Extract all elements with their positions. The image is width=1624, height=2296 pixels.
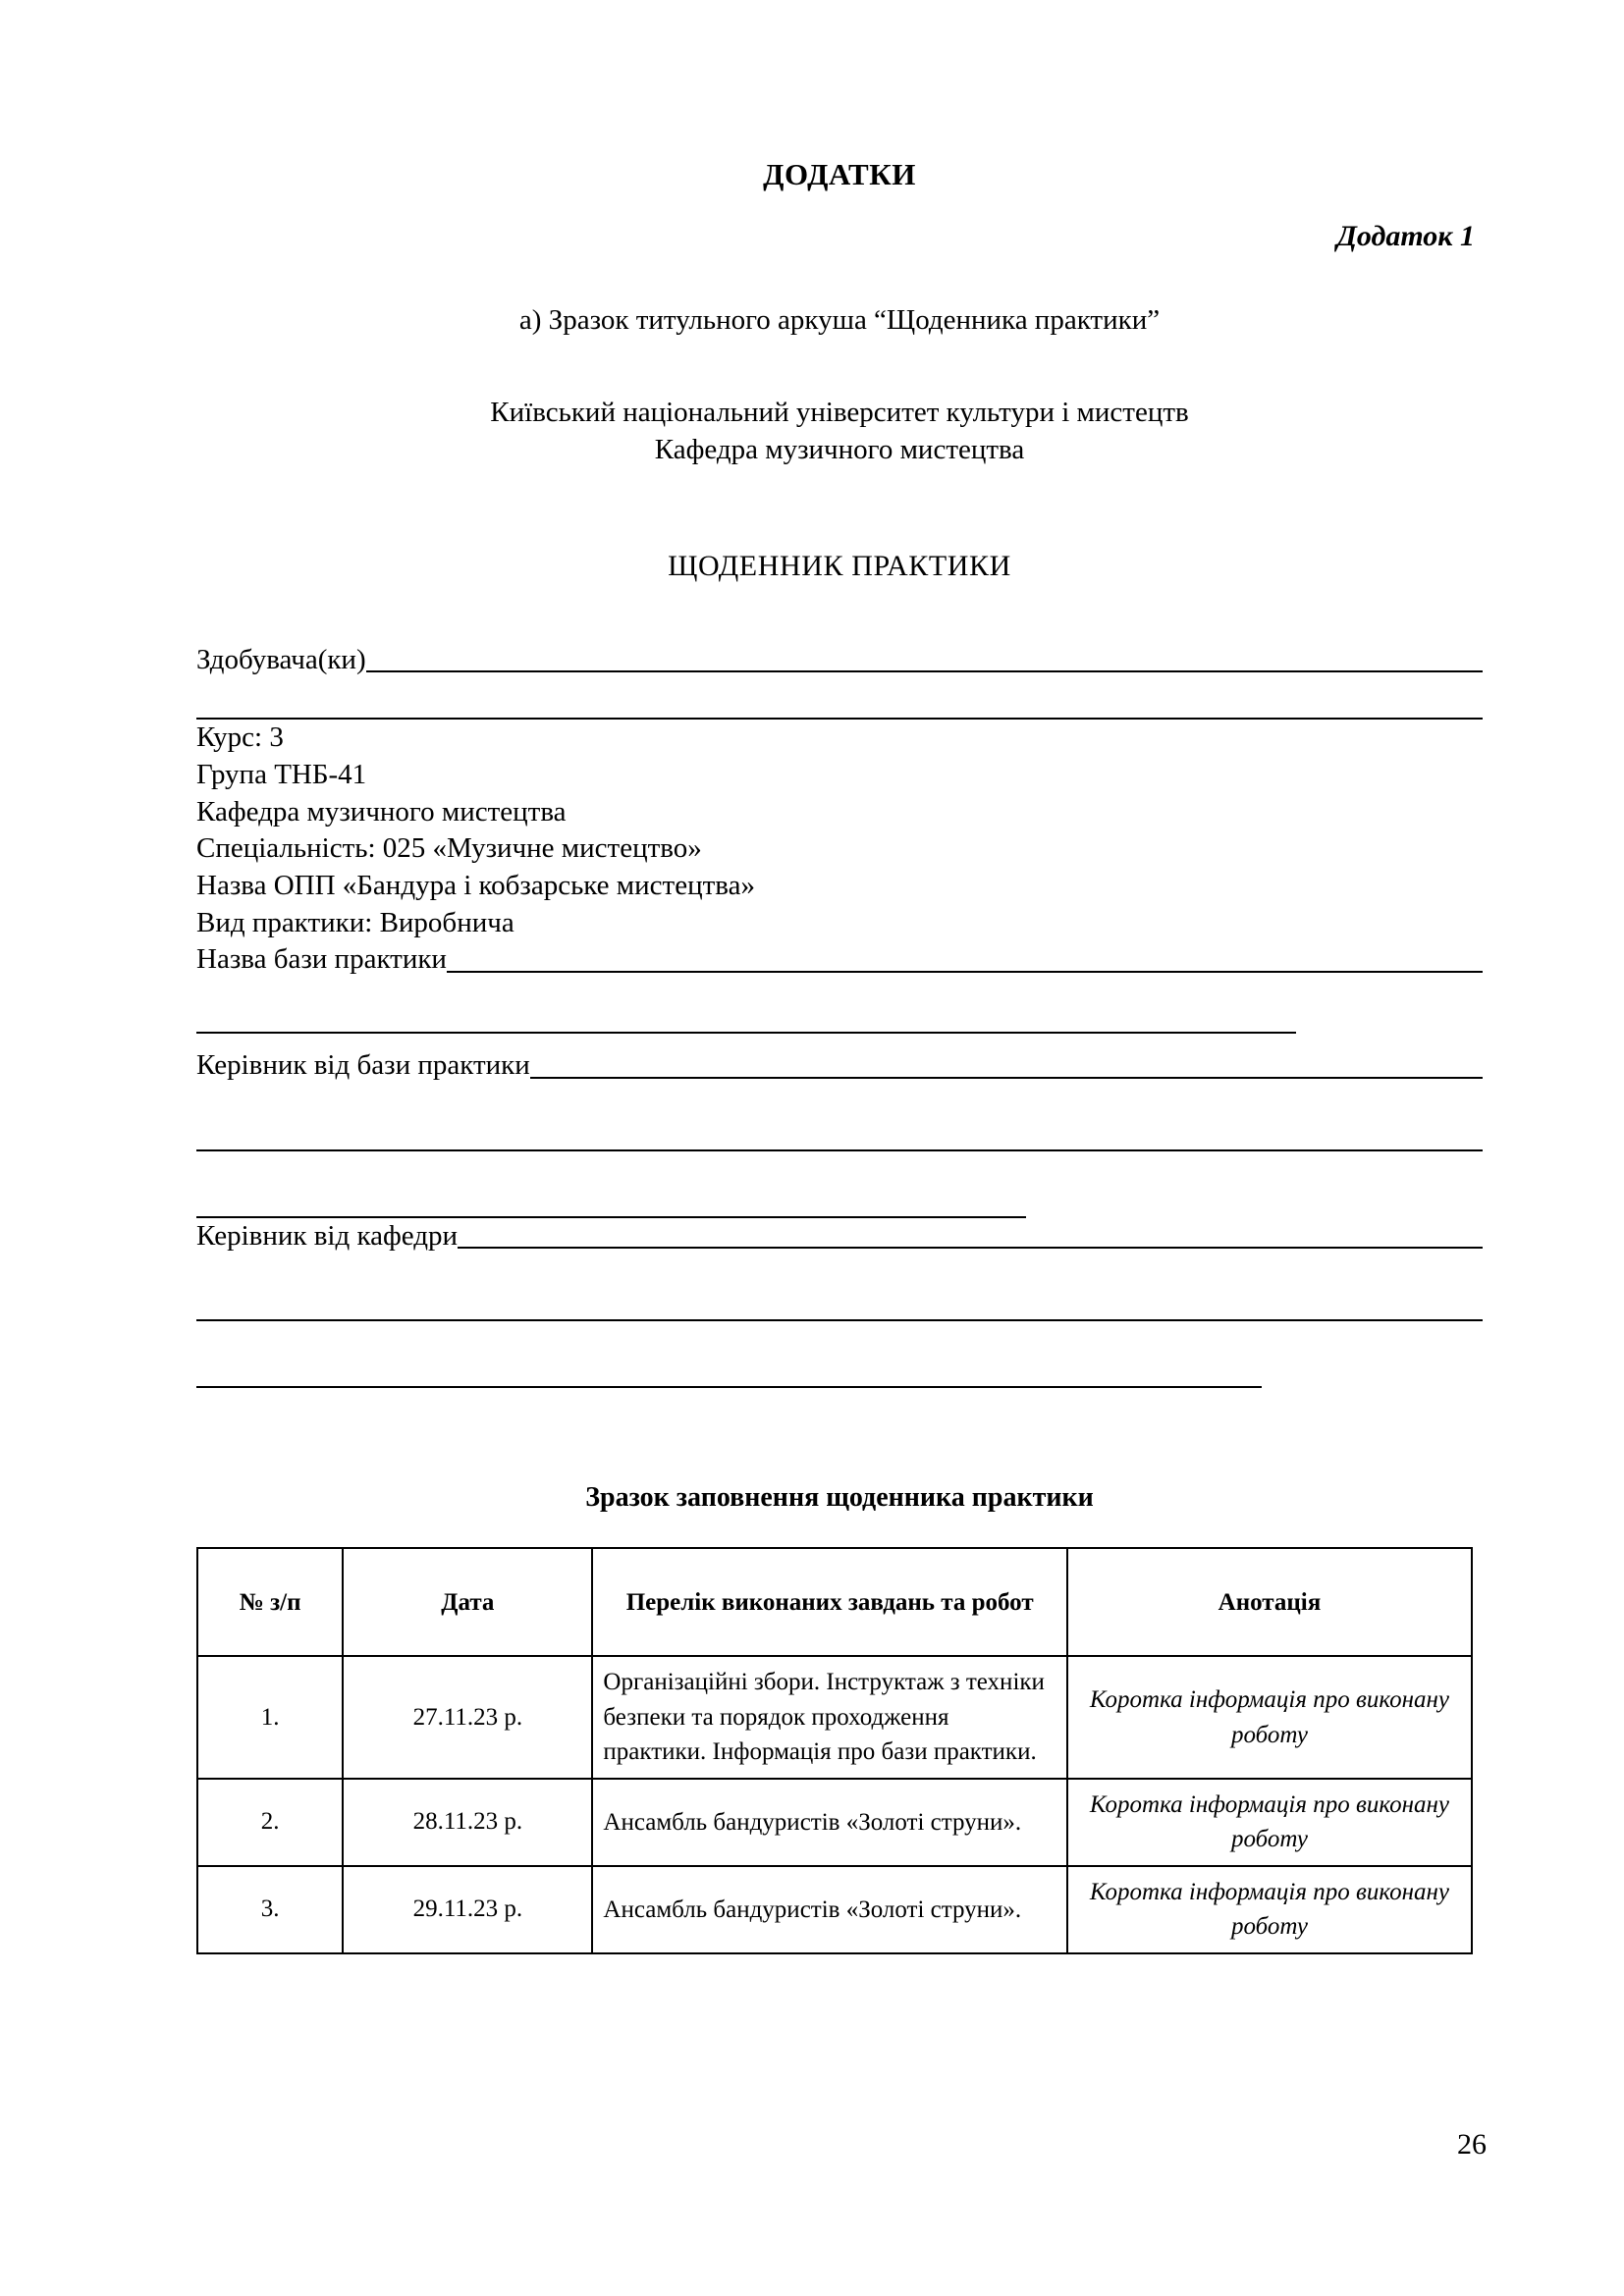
base-supervisor-write-line-2[interactable] [196,1149,1483,1151]
department-supervisor-write-line-2-row[interactable] [196,1280,1483,1321]
spacer [196,1255,1483,1280]
cell-number: 2. [197,1779,343,1866]
spacer [196,1151,1483,1177]
cell-date: 29.11.23 р. [343,1866,592,1953]
column-header-annotation: Анотація [1067,1548,1472,1656]
practice-type-line: Вид практики: Виробнича [196,906,514,938]
student-field[interactable] [196,642,1483,679]
student-label: Здобувача(ки) [196,643,366,675]
base-label: Назва бази практики [196,943,447,976]
diary-sample-table [196,1547,1473,1954]
department-line: Кафедра музичного мистецтва [196,795,567,828]
specialty-line: Спеціальність: 025 «Музичне мистецтво» [196,832,702,865]
cell-annotation: Коротка інформація про виконану роботу [1067,1656,1472,1779]
column-header-number: № з/п [197,1548,343,1656]
column-header-tasks: Перелік виконаних завдань та робот [592,1548,1066,1656]
cell-date: 28.11.23 р. [343,1779,592,1866]
spacer [196,1034,1483,1047]
base-field[interactable] [196,941,1483,979]
cell-date: 27.11.23 р. [343,1656,592,1779]
base-supervisor-write-line-2-row[interactable] [196,1110,1483,1151]
base-write-line-2[interactable] [196,1032,1296,1034]
table-caption: Зразок заповнення щоденника практики [585,1482,1094,1514]
university-name: Київський національний університет культури і мистецтв [490,397,1189,428]
program-line: Назва ОПП «Бандура і кобзарське мистецтва» [196,869,755,901]
department-supervisor-write-line-2[interactable] [196,1319,1483,1321]
section-subtitle: а) Зразок титульного аркуша “Щоденника практики” [518,304,1161,336]
cell-number: 1. [197,1656,343,1779]
base-supervisor-label: Керівник від бази практики [196,1049,530,1082]
annex-label: Додаток 1 [1336,220,1475,252]
page-title: ДОДАТКИ [763,157,916,191]
table-row [197,1779,1472,1866]
column-header-date: Дата [343,1548,592,1656]
cell-number: 3. [197,1866,343,1953]
page-content [196,0,1483,1954]
main-heading: ЩОДЕННИК ПРАКТИКИ [668,549,1011,582]
spacer [196,1085,1483,1110]
spacer [196,979,1483,992]
table-row [197,1656,1472,1779]
student-write-line-2[interactable] [196,718,1483,720]
cell-annotation: Коротка інформація про виконану роботу [1067,1866,1472,1953]
base-write-line[interactable] [447,971,1483,973]
department-supervisor-write-line-3[interactable] [196,1386,1262,1388]
student-write-line[interactable] [366,670,1483,672]
table-row [197,1866,1472,1953]
department-supervisor-field[interactable] [196,1218,1483,1255]
department-supervisor-label: Керівник від кафедри [196,1219,459,1252]
base-supervisor-write-line-3-row[interactable] [196,1177,1483,1218]
base-supervisor-field[interactable] [196,1047,1483,1085]
department-supervisor-write-line[interactable] [458,1247,1483,1249]
spacer [196,1321,1483,1347]
page-number: 26 [1457,2128,1487,2161]
title-page-form [196,642,1483,1389]
department-name: Кафедра музичного мистецтва [654,434,1025,466]
cell-annotation: Коротка інформація про виконану роботу [1067,1779,1472,1866]
group-line: Група ТНБ-41 [196,758,367,790]
department-supervisor-write-line-3-row[interactable] [196,1347,1483,1388]
cell-tasks: Ансамбль бандуристів «Золоті струни». [592,1866,1066,1953]
base-supervisor-write-line[interactable] [530,1077,1483,1079]
table-header-row [197,1548,1472,1656]
organization-block [196,394,1483,469]
cell-tasks: Ансамбль бандуристів «Золоті струни». [592,1779,1066,1866]
cell-tasks: Організаційні збори. Інструктаж з техніки безпеки та порядок проходження практики. Інформація про бази практики. [592,1656,1066,1779]
base-write-line-2-row[interactable] [196,992,1483,1034]
course-line: Курс: 3 [196,721,284,754]
student-write-line-2-row[interactable] [196,678,1483,720]
